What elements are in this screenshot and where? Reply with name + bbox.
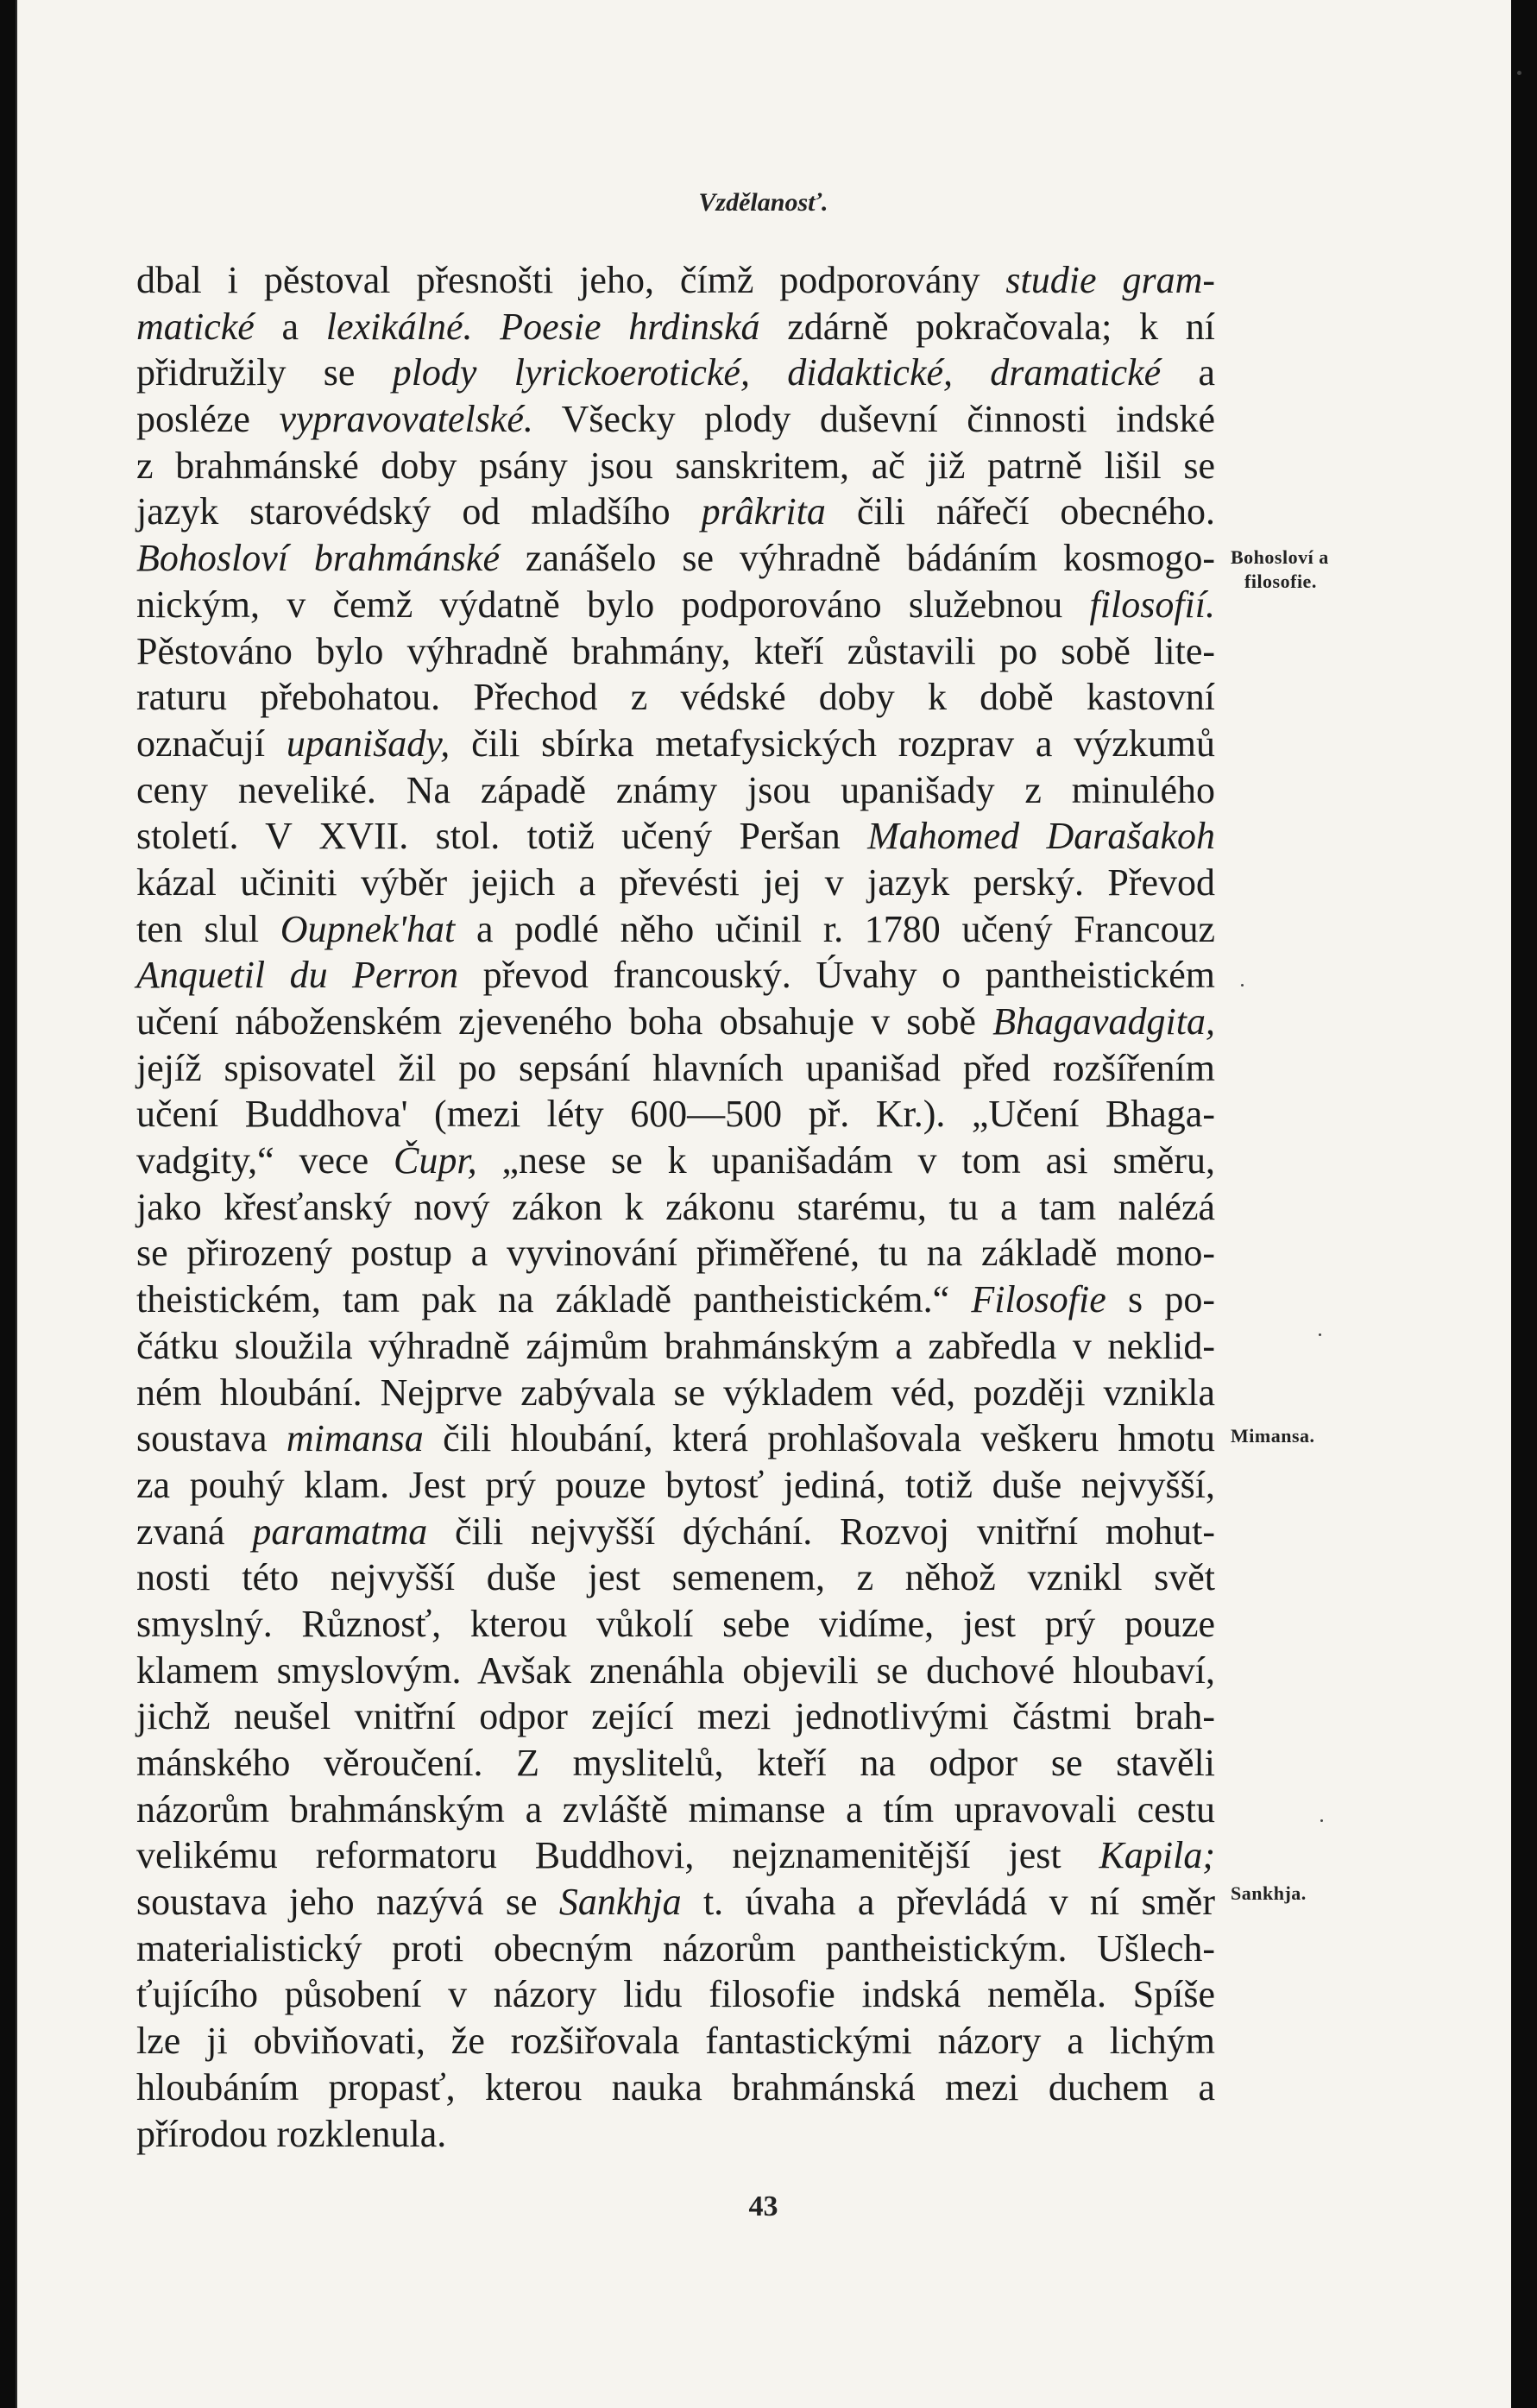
text-line: Pěstováno bylo výhradně brahmány, kteří zůstavili po sobě lite- — [136, 629, 1215, 672]
body-text — [136, 257, 1215, 2157]
text-line: hloubáním propasť, kterou nauka brahmánská mezi duchem a — [136, 2065, 1215, 2109]
text-line: označují upanišady, čili sbírka metafysických rozprav a výzkumů — [136, 722, 1215, 765]
text-line: ťujícího působení v názory lidu filosofie indská neměla. Spíše — [136, 1973, 1215, 2016]
text-line: nosti této nejvyšší duše jest semenem, z něhož vznikl svět — [136, 1556, 1215, 1599]
text-line: učení náboženském zjeveného boha obsahuje v sobě Bhagavadgita, — [136, 1000, 1215, 1043]
text-line: smyslný. Různosť, kterou vůkolí sebe vidíme, jest prý pouze — [136, 1602, 1215, 1645]
margin-note-sankhja: Sankhja. — [1231, 1882, 1307, 1904]
text-line: čátku sloužila výhradně zájmům brahmánským a zabředla v neklid- — [136, 1324, 1215, 1367]
text-line: z brahmánské doby psány jsou sanskritem, ač již patrně lišil se — [136, 444, 1215, 487]
text-line: theistickém, tam pak na základě pantheistickém.“ Filosofie s po- — [136, 1278, 1215, 1321]
text-line: klamem smyslovým. Avšak znenáhla objevili se duchové hloubaví, — [136, 1648, 1215, 1692]
text-line: soustava mimansa čili hloubání, která prohlašovala veškeru hmotu — [136, 1417, 1216, 1460]
book-page — [16, 0, 1511, 2408]
text-line: kázal učiniti výběr jejich a převésti jej v jazyk perský. Převod — [136, 860, 1215, 904]
text-line: vadgity,“ vece Čupr, „nese se k upanišadám v tom asi směru, — [136, 1139, 1215, 1182]
text-line: přírodou rozklenula. — [136, 2112, 447, 2155]
text-line: učení Buddhova' (mezi léty 600—500 př. Kr.). „Učení Bhaga- — [136, 1093, 1215, 1136]
text-line: zvaná paramatma čili nejvyšší dýchání. Rozvoj vnitřní mohut- — [136, 1510, 1215, 1553]
margin-note-bohoslovi — [1231, 545, 1329, 594]
speck — [1319, 1333, 1321, 1336]
text-line: materialistický proti obecným názorům pantheistickým. Ušlech- — [136, 1926, 1215, 1970]
text-line: jako křesťanský nový zákon k zákonu starému, tu a tam nalézá — [136, 1185, 1215, 1228]
text-line: matické a lexikálné. Poesie hrdinská zdárně pokračovala; k ní — [136, 305, 1216, 348]
page-number: 43 — [748, 2191, 778, 2222]
text-line: Bohosloví brahmánské zanášelo se výhradně bádáním kosmogo- — [136, 537, 1215, 580]
running-header: Vzdělanosť. — [698, 188, 828, 217]
text-line: se přirozený postup a vyvinování přiměřené, tu na základě mono- — [136, 1232, 1215, 1275]
text-line: století. V XVII. stol. totiž učený Peršan Mahomed Darašakoh — [136, 815, 1215, 858]
text-line: Anquetil du Perron převod francouský. Úvahy o pantheistickém — [136, 954, 1215, 997]
text-line: lze ji obviňovati, že rozšiřovala fantastickými názory a lichým — [136, 2020, 1215, 2063]
speck — [1320, 1819, 1323, 1822]
text-line: ném hloubání. Nejprve zabývala se výkladem véd, později vznikla — [136, 1371, 1215, 1414]
text-line: jichž neušel vnitřní odpor zející mezi jednotlivými částmi brah- — [136, 1695, 1215, 1738]
speck — [1241, 984, 1244, 987]
text-line: soustava jeho nazývá se Sankhja t. úvaha a převládá v ní směr — [136, 1881, 1215, 1924]
text-line: mánského věroučení. Z myslitelů, kteří na odpor se stavěli — [136, 1742, 1215, 1784]
text-line: raturu přebohatou. Přechod z védské doby k době kastovní — [136, 676, 1215, 719]
speck — [1517, 71, 1521, 75]
text-line: názorům brahmánským a zvláště mimanse a tím upravovali cestu — [136, 1787, 1215, 1831]
text-line: ten slul Oupnek'hat a podlé něho učinil r. 1780 učený Francouz — [136, 907, 1215, 950]
text-line: nickým, v čemž výdatně bylo podporováno služebnou filosofií. — [136, 583, 1215, 626]
text-line: jejíž spisovatel žil po sepsání hlavních upanišad před rozšířením — [136, 1046, 1215, 1089]
margin-note-line: filosofie. — [1244, 570, 1317, 592]
text-line: posléze vypravovatelské. Všecky plody duševní činnosti indské — [136, 398, 1215, 441]
text-line: dbal i pěstoval přesnošti jeho, čímž podporovány studie gram- — [136, 259, 1215, 301]
margin-note-mimansa: Mimansa. — [1231, 1425, 1315, 1447]
text-line: ceny neveliké. Na západě známy jsou upanišady z minulého — [136, 768, 1215, 811]
text-line: přidružily se plody lyrickoerotické, didaktické, dramatické a — [136, 351, 1215, 394]
text-line: velikému reformatoru Buddhovi, nejznamenitější jest Kapila; — [136, 1834, 1215, 1877]
text-line: za pouhý klam. Jest prý pouze bytosť jediná, totiž duše nejvyšší, — [136, 1463, 1215, 1506]
margin-note-line: Bohosloví a — [1231, 546, 1329, 568]
text-line: jazyk starovédský od mladšího prâkrita čili nářečí obecného. — [136, 490, 1215, 533]
